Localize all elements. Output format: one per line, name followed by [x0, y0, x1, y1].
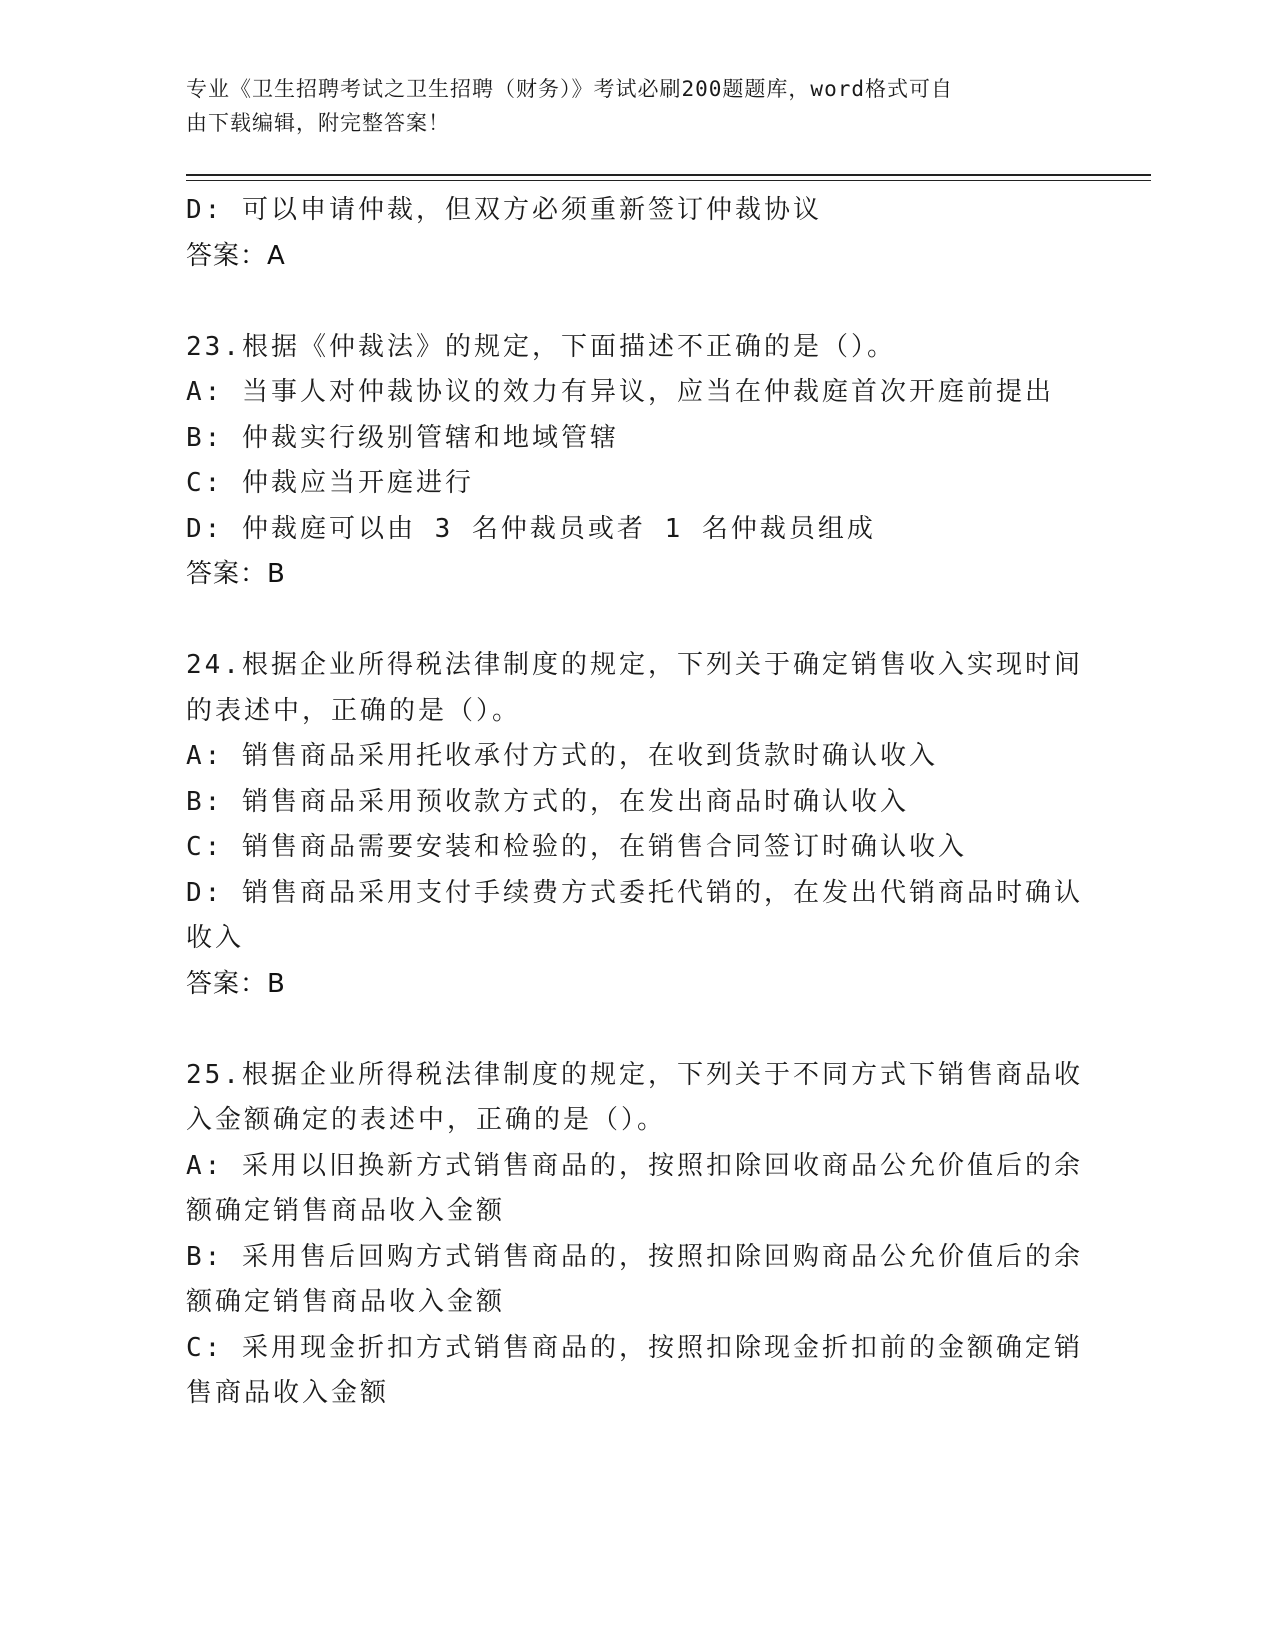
- answer-line: 答案：B: [186, 559, 286, 589]
- option-b: B: 仲裁实行级别管辖和地域管辖: [186, 422, 619, 453]
- question-stem: 23.根据《仲裁法》的规定，下面描述不正确的是（）。: [186, 331, 896, 362]
- option-b-line-2: 额确定销售商品收入金额: [186, 1287, 506, 1317]
- question-stem-line-2: 入金额确定的表述中，正确的是（）。: [186, 1105, 667, 1135]
- option-b: B: 销售商品采用预收款方式的，在发出商品时确认收入: [186, 786, 909, 817]
- question-24: [186, 643, 1086, 1007]
- option-d-line-1: D: 销售商品采用支付手续费方式委托代销的，在发出代销商品时确认: [186, 877, 1083, 908]
- question-stem-line-1: 24.根据企业所得税法律制度的规定，下列关于确定销售收入实现时间: [186, 650, 1083, 680]
- header-title-line-2: 由下载编辑，附完整答案！: [186, 111, 450, 135]
- question-stem-line-2: 的表述中，正确的是（）。: [186, 695, 522, 726]
- header-divider-thick: [186, 174, 1151, 176]
- option-a: A: 销售商品采用托收承付方式的，在收到货款时确认收入: [186, 741, 938, 771]
- answer-line: 答案：A: [186, 240, 286, 271]
- question-22-tail: [186, 188, 1086, 279]
- header-divider-thin: [186, 180, 1151, 181]
- option-c: C: 仲裁应当开庭进行: [186, 468, 474, 498]
- spacer: [186, 279, 1086, 325]
- option-c-line-2: 售商品收入金额: [186, 1378, 390, 1408]
- header-title-line-1: 专业《卫生招聘考试之卫生招聘（财务）》考试必刷200题题库，word格式可自: [186, 77, 953, 101]
- document-header: [186, 72, 1066, 140]
- spacer: [186, 1007, 1086, 1053]
- option-b-line-1: B: 采用售后回购方式销售商品的，按照扣除回购商品公允价值后的余: [186, 1241, 1083, 1272]
- option-a: A: 当事人对仲裁协议的效力有异议，应当在仲裁庭首次开庭前提出: [186, 377, 1054, 407]
- option-d: D: 仲裁庭可以由 3 名仲裁员或者 1 名仲裁员组成: [186, 513, 876, 544]
- question-23: [186, 325, 1086, 598]
- question-list: [186, 188, 1086, 1417]
- option-d-line-2: 收入: [186, 923, 245, 953]
- option-a-line-2: 额确定销售商品收入金额: [186, 1196, 506, 1226]
- option-c-line-1: C: 采用现金折扣方式销售商品的，按照扣除现金折扣前的金额确定销: [186, 1332, 1083, 1363]
- question-25: [186, 1053, 1086, 1417]
- spacer: [186, 598, 1086, 644]
- option-c: C: 销售商品需要安装和检验的，在销售合同签订时确认收入: [186, 832, 967, 862]
- option-a-line-1: A: 采用以旧换新方式销售商品的，按照扣除回收商品公允价值后的余: [186, 1150, 1083, 1181]
- answer-line: 答案：B: [186, 968, 286, 999]
- question-stem-line-1: 25.根据企业所得税法律制度的规定，下列关于不同方式下销售商品收: [186, 1059, 1083, 1090]
- option-d: D: 可以申请仲裁，但双方必须重新签订仲裁协议: [186, 195, 822, 225]
